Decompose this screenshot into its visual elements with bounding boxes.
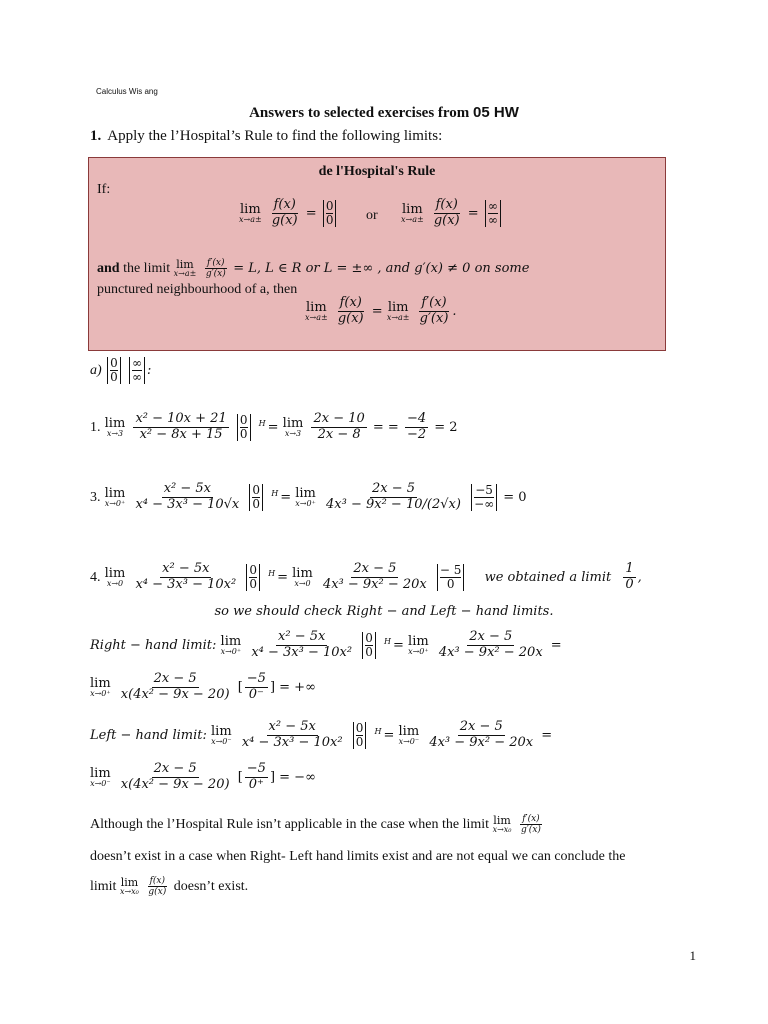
right-hand-limit: Right − hand limit: lim x→0⁺ $\frac{\text{x² − 5x}}{\text{x⁴ − 3x³ − 10x²}}$ $\frac{0}{0}$ $^H$ = lim x→0⁺ $\frac{2x - 5}{\text{4x³ − 9x² − 20x}}$ = xyxy=(90,629,562,660)
title-main: Answers to selected exercises from xyxy=(249,105,474,121)
check-sides-note: so we should check Right − and Left − hand limits. xyxy=(214,604,554,619)
rule-title: de l'Hospital's Rule xyxy=(318,164,436,179)
rule-condition-2: lim x→a± $\frac{f(x)}{g(x)}$ = ∞ ∞ xyxy=(401,198,503,229)
rule-condition-1: lim x→a± $\frac{f(x)}{g(x)}$ = $\frac{0}{0}$ xyxy=(239,198,338,229)
page-title xyxy=(0,104,768,122)
problem-text: Apply the l’Hospital’s Rule to find the following limits: xyxy=(107,128,443,144)
title-hw: 05 HW xyxy=(473,104,519,121)
exercise-1: 1. lim x→3 $\frac{\text{x² − 10x + 21}}{\text{x² − 8x + 15}}$ $\frac{0}{0}$ $^H$ = lim x→3 $\frac{2x - 10}{2x - 8}$ = = $\frac{-4}{-2}$ = 2 xyxy=(90,411,458,442)
conclusion-line-2: doesn’t exist in a case when Right- Left hand limits exist and are not equal we can conclude the xyxy=(90,849,626,864)
exercise-4: 4. lim x→0 $\frac{\text{x² − 5x}}{\text{x⁴ − 3x³ − 10x²}}$ $\frac{0}{0}$ $^H$ = lim x→0 $\frac{2x - 5}{\text{4x³ − 9x² − 20x}}$ $\frac{- 5}{0}$ we obtained a limit $\frac{1}{0}$ , xyxy=(90,561,642,592)
problem-number: 1. xyxy=(90,128,102,144)
left-hand-limit: Left − hand limit: lim x→0⁻ $\frac{\text{x² − 5x}}{\text{x⁴ − 3x³ − 10x²}}$ $\frac{0}{0}$ $^H$ = lim x→0⁻ $\frac{2x - 5}{\text{4x³ − 9x² − 20x}}$ = xyxy=(90,719,553,750)
rule-neighbourhood: punctured neighbourhood of a, then xyxy=(97,282,298,297)
left-hand-result: lim x→0⁻ $\frac{2x - 5}{\text{x(4x² − 9x − 20)}}$ [ $\frac{-5}{0^+}$ ] = −∞ xyxy=(90,761,316,792)
rule-or: or xyxy=(366,208,378,223)
course-header: Calculus Wis ang xyxy=(96,87,158,96)
rule-box xyxy=(88,157,666,351)
conclusion-line-1: Although the l’Hospital Rule isn’t applicable in the case when the limit lim x→x₀ $\frac{f'(x)}{g'(x)}$ xyxy=(90,814,541,836)
right-hand-result: lim x→0⁺ $\frac{2x - 5}{\text{x(4x² − 9x − 20)}}$ [ $\frac{-5}{0^-}$ ] = +∞ xyxy=(90,671,316,702)
rule-conclusion: lim x→a± $\frac{f(x)}{g(x)}$ = lim x→a± $\frac{f'(x)}{g'(x)}$ . xyxy=(305,295,457,326)
problem-statement xyxy=(90,128,442,145)
part-a: a) $\frac{0}{0}$ ∞ ∞ : xyxy=(90,356,152,385)
rule-if: If: xyxy=(97,182,111,197)
exercise-3: 3. lim x→0⁺ $\frac{\text{x² − 5x}}{\text{x⁴ − 3x³ − 10√x}}$ $\frac{0}{0}$ $^H$ = lim x→0⁺ $\frac{2x - 5}{\text{4x³ − 9x² − 10/(2√x)}}$ −5 −∞ = 0 xyxy=(90,481,527,512)
conclusion-line-3: limit lim x→x₀ $\frac{f(x)}{g(x)}$ doesn’t exist. xyxy=(90,876,249,898)
rule-and-line: and the limit lim x→a± $\frac{f'(x)}{g'(x)}$ = L, L ∈ R or L = ±∞ , and g′(x) ≠ 0 on some xyxy=(97,258,530,280)
page-number: 1 xyxy=(689,948,696,963)
